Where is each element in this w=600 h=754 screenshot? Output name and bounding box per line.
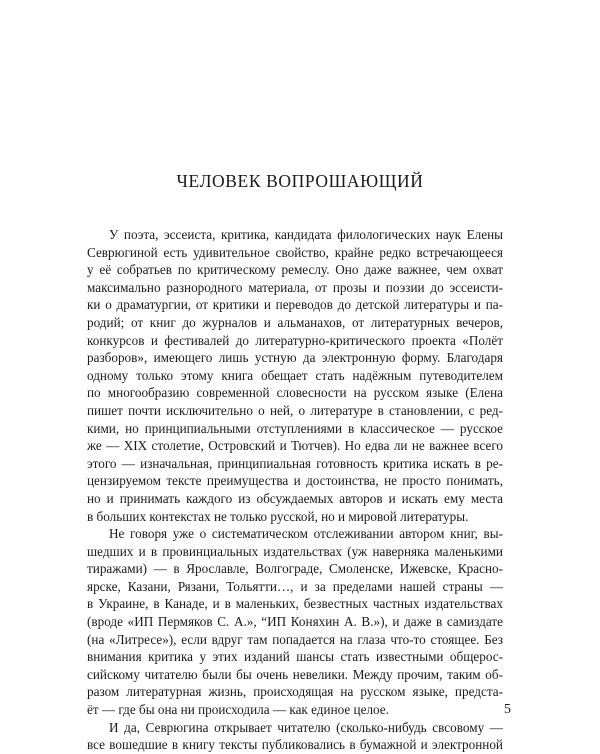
- text-line: разом литературная жизнь, происходящая на русском языке, предста-: [87, 684, 503, 700]
- paragraph: [87, 525, 503, 719]
- text-line: же — XIX столетие, Островский и Тютчев). Но едва ли не важнее всего: [87, 438, 503, 454]
- text-line: максимально разнородного материала, от прозы и поэзии до эссеисти-: [87, 279, 503, 295]
- paragraph: [87, 719, 503, 754]
- text-line: все вошедшие в книгу тексты публиковались в бумажной и электронной: [87, 737, 503, 753]
- text-line: конкурсов и фестивалей до литературно-критического проекта «Полёт: [87, 332, 503, 348]
- page-number: 5: [504, 702, 511, 717]
- chapter-title: ЧЕЛОВЕК ВОПРОШАЮЩИЙ: [176, 171, 424, 191]
- text-line: ярске, Казани, Рязани, Тольятти…, и за пределами нашей страны —: [87, 578, 503, 594]
- text-line: Не говоря уже о систематическом отслеживании автором книг, вы-: [109, 526, 503, 542]
- text-line: по многообразию современной словесности на русском языке (Елена: [87, 385, 503, 401]
- text-line: У поэта, эссеиста, критика, кандидата филологических наук Елены: [109, 227, 503, 242]
- text-line: (вроде «ИП Пермяков С. А.», “ИП Коняхин А. В.»), и даже в самиздате: [87, 614, 503, 630]
- text-line: шедших и в провинциальных издательствах (уж наверняка маленькими: [87, 543, 503, 559]
- text-line: (на «Литресе»), если вдруг там попадается на глаза что-то стоящее. Без: [87, 631, 503, 647]
- text-line: этого — изначальная, принципиальная готовность критика искать в ре-: [87, 455, 503, 471]
- text-line: внимания критика у этих изданий шансы стать известными общерос-: [87, 649, 503, 665]
- text-line: Севрюгиной есть удивительное свойство, крайне редко встречающееся: [87, 244, 503, 260]
- text-line: И да, Севрюгина открывает читателю (сколько-нибудь свсовому —: [109, 719, 503, 735]
- text-line: сийскому читателю были бы очень невелики. Между прочим, таким об-: [87, 666, 503, 682]
- body-text: [87, 226, 503, 754]
- text-line: тиражами) — в Ярославле, Волгограде, Смоленске, Ижевске, Красно-: [87, 561, 503, 577]
- text-line: ки о драматургии, от критики и переводов до детской литературы и па-: [87, 297, 503, 313]
- text-line: у её собратьев по критическому ремеслу. Оно даже важнее, чем охват: [87, 262, 503, 278]
- text-line: в Украине, в Канаде, и в маленьких, безвестных частных издательствах: [87, 596, 503, 612]
- text-line: ёт — где бы она ни происходила — как единое целое.: [87, 702, 389, 718]
- text-line: но и принимать каждого из обсуждаемых авторов и искать ему места: [87, 490, 503, 506]
- text-line: пишет почти исключительно о ней, о литературе в становлении, с ред-: [87, 402, 503, 418]
- text-line: одному только этому книга обещает стать надёжным путеводителем: [87, 367, 503, 383]
- text-line: разборов», имеющего лишь устную да электронную форму. Благодаря: [87, 350, 503, 366]
- paragraph: [87, 226, 503, 525]
- text-line: цензируемом тексте преимущества и достоинства, не просто понимать,: [87, 473, 503, 489]
- text-line: родий; от книг до журналов и альманахов, от литературных вечеров,: [87, 314, 503, 330]
- text-line: в больших контекстах не только русской, но и мировой литературы.: [87, 508, 469, 524]
- text-line: кими, но принципиальными отступлениями в классическое — русское: [87, 420, 503, 436]
